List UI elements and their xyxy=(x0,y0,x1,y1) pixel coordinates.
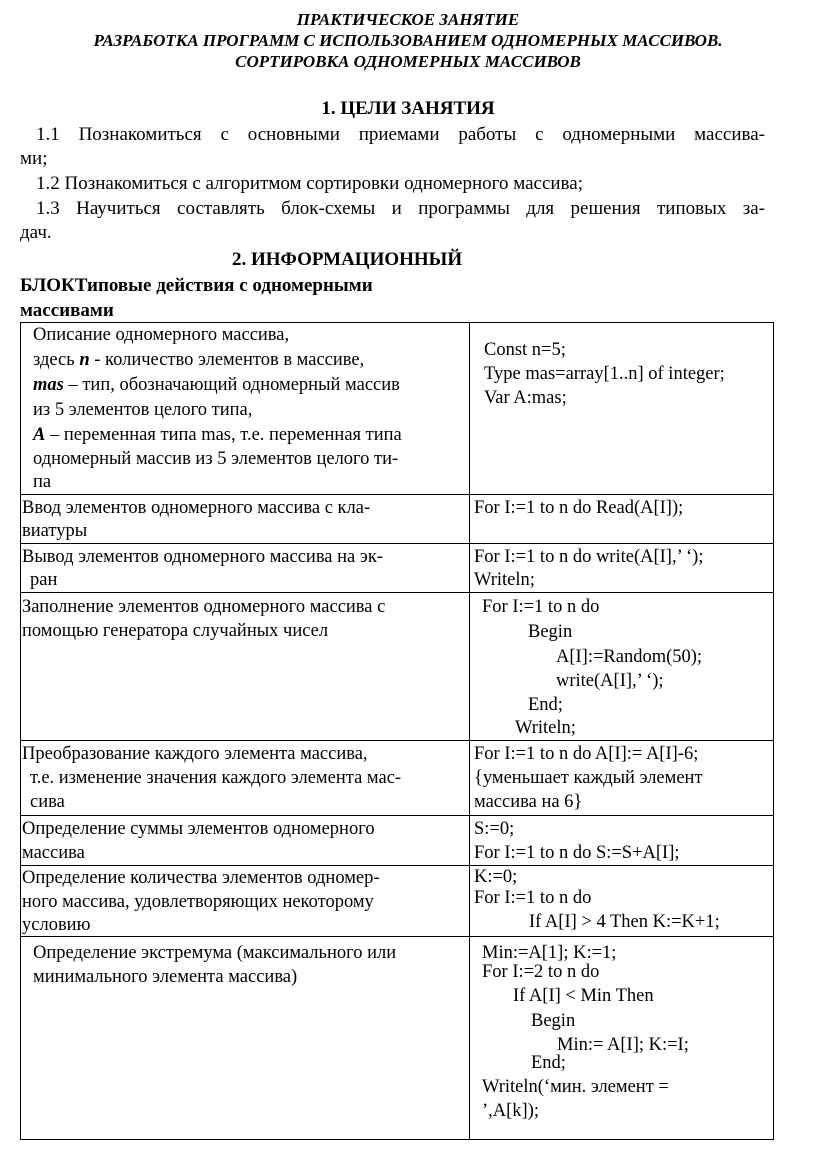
code-line: End; xyxy=(531,1053,566,1073)
table-cell-text: помощью генератора случайных чисел xyxy=(22,621,329,641)
code-line: For I:=1 to n do Read(A[I]); xyxy=(474,498,684,518)
code-line: End; xyxy=(528,695,563,715)
table-border-bottom xyxy=(20,1139,774,1140)
code-line: For I:=1 to n do write(A[I],’ ‘); xyxy=(474,547,704,567)
table-cell-text: минимального элемента массива) xyxy=(33,967,298,987)
code-line: Const n=5; xyxy=(484,340,566,360)
code-line: Min:= A[I]; K:=I; xyxy=(557,1035,689,1055)
table-row-divider xyxy=(20,494,774,495)
goal-1 xyxy=(20,123,765,171)
table-cell-text: из 5 элементов целого типа, xyxy=(33,400,253,420)
table-cell-text: массива xyxy=(22,843,85,863)
table-cell-text: Определение экстремума (максимального или xyxy=(33,943,397,963)
code-line: write(A[I],’ ‘); xyxy=(556,671,664,691)
table-row-divider xyxy=(20,592,774,593)
table-row-divider xyxy=(20,543,774,544)
code-line: K:=0; xyxy=(474,867,518,887)
code-line: Writeln; xyxy=(474,570,535,590)
table-cell-text: условию xyxy=(22,915,91,935)
goal-2 xyxy=(20,172,765,196)
table-row-divider xyxy=(20,936,774,937)
goal-1-line-1: 1.1 Познакомиться с основными приемами работы с одномерными массива- xyxy=(36,124,765,145)
table-cell-text: Вывод элементов одномерного массива на эк- xyxy=(22,547,383,567)
code-comment: массива на 6} xyxy=(474,792,583,812)
table-border-right xyxy=(773,322,774,1140)
code-line: A[I]:=Random(50); xyxy=(556,647,703,667)
table-cell-text: виатуры xyxy=(22,521,88,541)
code-line: For I:=2 to n do xyxy=(482,962,600,982)
table-cell-text: Заполнение элементов одномерного массива с xyxy=(22,597,386,617)
table-cell-text: Определение суммы элементов одномерного xyxy=(22,819,375,839)
table-cell-text: па xyxy=(33,472,52,492)
table-cell-text: Определение количества элементов одномер- xyxy=(22,868,380,888)
code-line: For I:=1 to n do S:=S+A[I]; xyxy=(474,843,680,863)
code-line: For I:=1 to n do A[I]:= A[I]-6; xyxy=(474,744,699,764)
section-2-title: 2. ИНФОРМАЦИОННЫЙ xyxy=(232,249,463,270)
code-line: Writeln; xyxy=(515,718,576,738)
table-cell-text: сива xyxy=(30,792,65,812)
goal-3-line-1: 1.3 Научиться составлять блок-схемы и программы для решения типовых за- xyxy=(36,198,765,219)
table-cell-text: т.е. изменение значения каждого элемента мас- xyxy=(30,768,402,788)
code-line: For I:=1 to n do xyxy=(482,597,600,617)
table-border-left xyxy=(20,322,21,1140)
header-subtitle-2: СОРТИРОВКА ОДНОМЕРНЫХ МАССИВОВ xyxy=(235,52,581,71)
table-row-divider xyxy=(20,815,774,816)
table-cell-text: здесь n - количество элементов в массиве, xyxy=(33,350,365,370)
goal-1-line-2: ми; xyxy=(20,148,48,169)
table-cell-text: ран xyxy=(30,570,58,590)
table-cell-text: ного массива, удовлетворяющих некоторому xyxy=(22,892,374,912)
header-subtitle: РАЗРАБОТКА ПРОГРАММ С ИСПОЛЬЗОВАНИЕМ ОДНОМЕРНЫХ МАССИВОВ. xyxy=(93,31,723,50)
table-row-divider xyxy=(20,740,774,741)
header-title: ПРАКТИЧЕСКОЕ ЗАНЯТИЕ xyxy=(296,10,520,29)
section-2-subtitle-2: массивами xyxy=(20,300,114,321)
code-line: If A[I] > 4 Then K:=K+1; xyxy=(529,912,720,932)
table-cell-text: mas – тип, обозначающий одномерный массив xyxy=(33,375,400,395)
table-cell-text: одномерный массив из 5 элементов целого ти- xyxy=(33,449,399,469)
goal-3 xyxy=(20,197,765,245)
table-cell-text: Ввод элементов одномерного массива с кла- xyxy=(22,498,371,518)
code-line: Begin xyxy=(531,1011,576,1031)
section-1-title: 1. ЦЕЛИ ЗАНЯТИЯ xyxy=(321,98,495,119)
code-line: For I:=1 to n do xyxy=(474,888,592,908)
code-line: Type mas=array[1..n] of integer; xyxy=(484,364,725,384)
goal-2-line-1: 1.2 Познакомиться с алгоритмом сортировки одномерного массива; xyxy=(36,173,583,194)
code-line: If A[I] < Min Then xyxy=(513,986,654,1006)
code-line: S:=0; xyxy=(474,819,515,839)
table-cell-text: Описание одномерного массива, xyxy=(33,325,290,345)
code-comment: {уменьшает каждый элемент xyxy=(474,768,703,788)
table-column-divider xyxy=(469,322,470,1140)
table-cell-text: A – переменная типа mas, т.е. переменная типа xyxy=(33,425,402,445)
code-line: Var A:mas; xyxy=(484,388,567,408)
section-2-subtitle: БЛОКТиповые действия с одномерными xyxy=(20,275,373,296)
code-line: Writeln(‘мин. элемент = xyxy=(482,1077,669,1097)
code-line: Begin xyxy=(528,622,573,642)
code-line: ’,A[k]); xyxy=(482,1101,540,1121)
table-cell-text: Преобразование каждого элемента массива, xyxy=(22,744,368,764)
goal-3-line-2: дач. xyxy=(20,222,52,243)
code-line: Min:=A[1]; K:=1; xyxy=(482,943,617,963)
